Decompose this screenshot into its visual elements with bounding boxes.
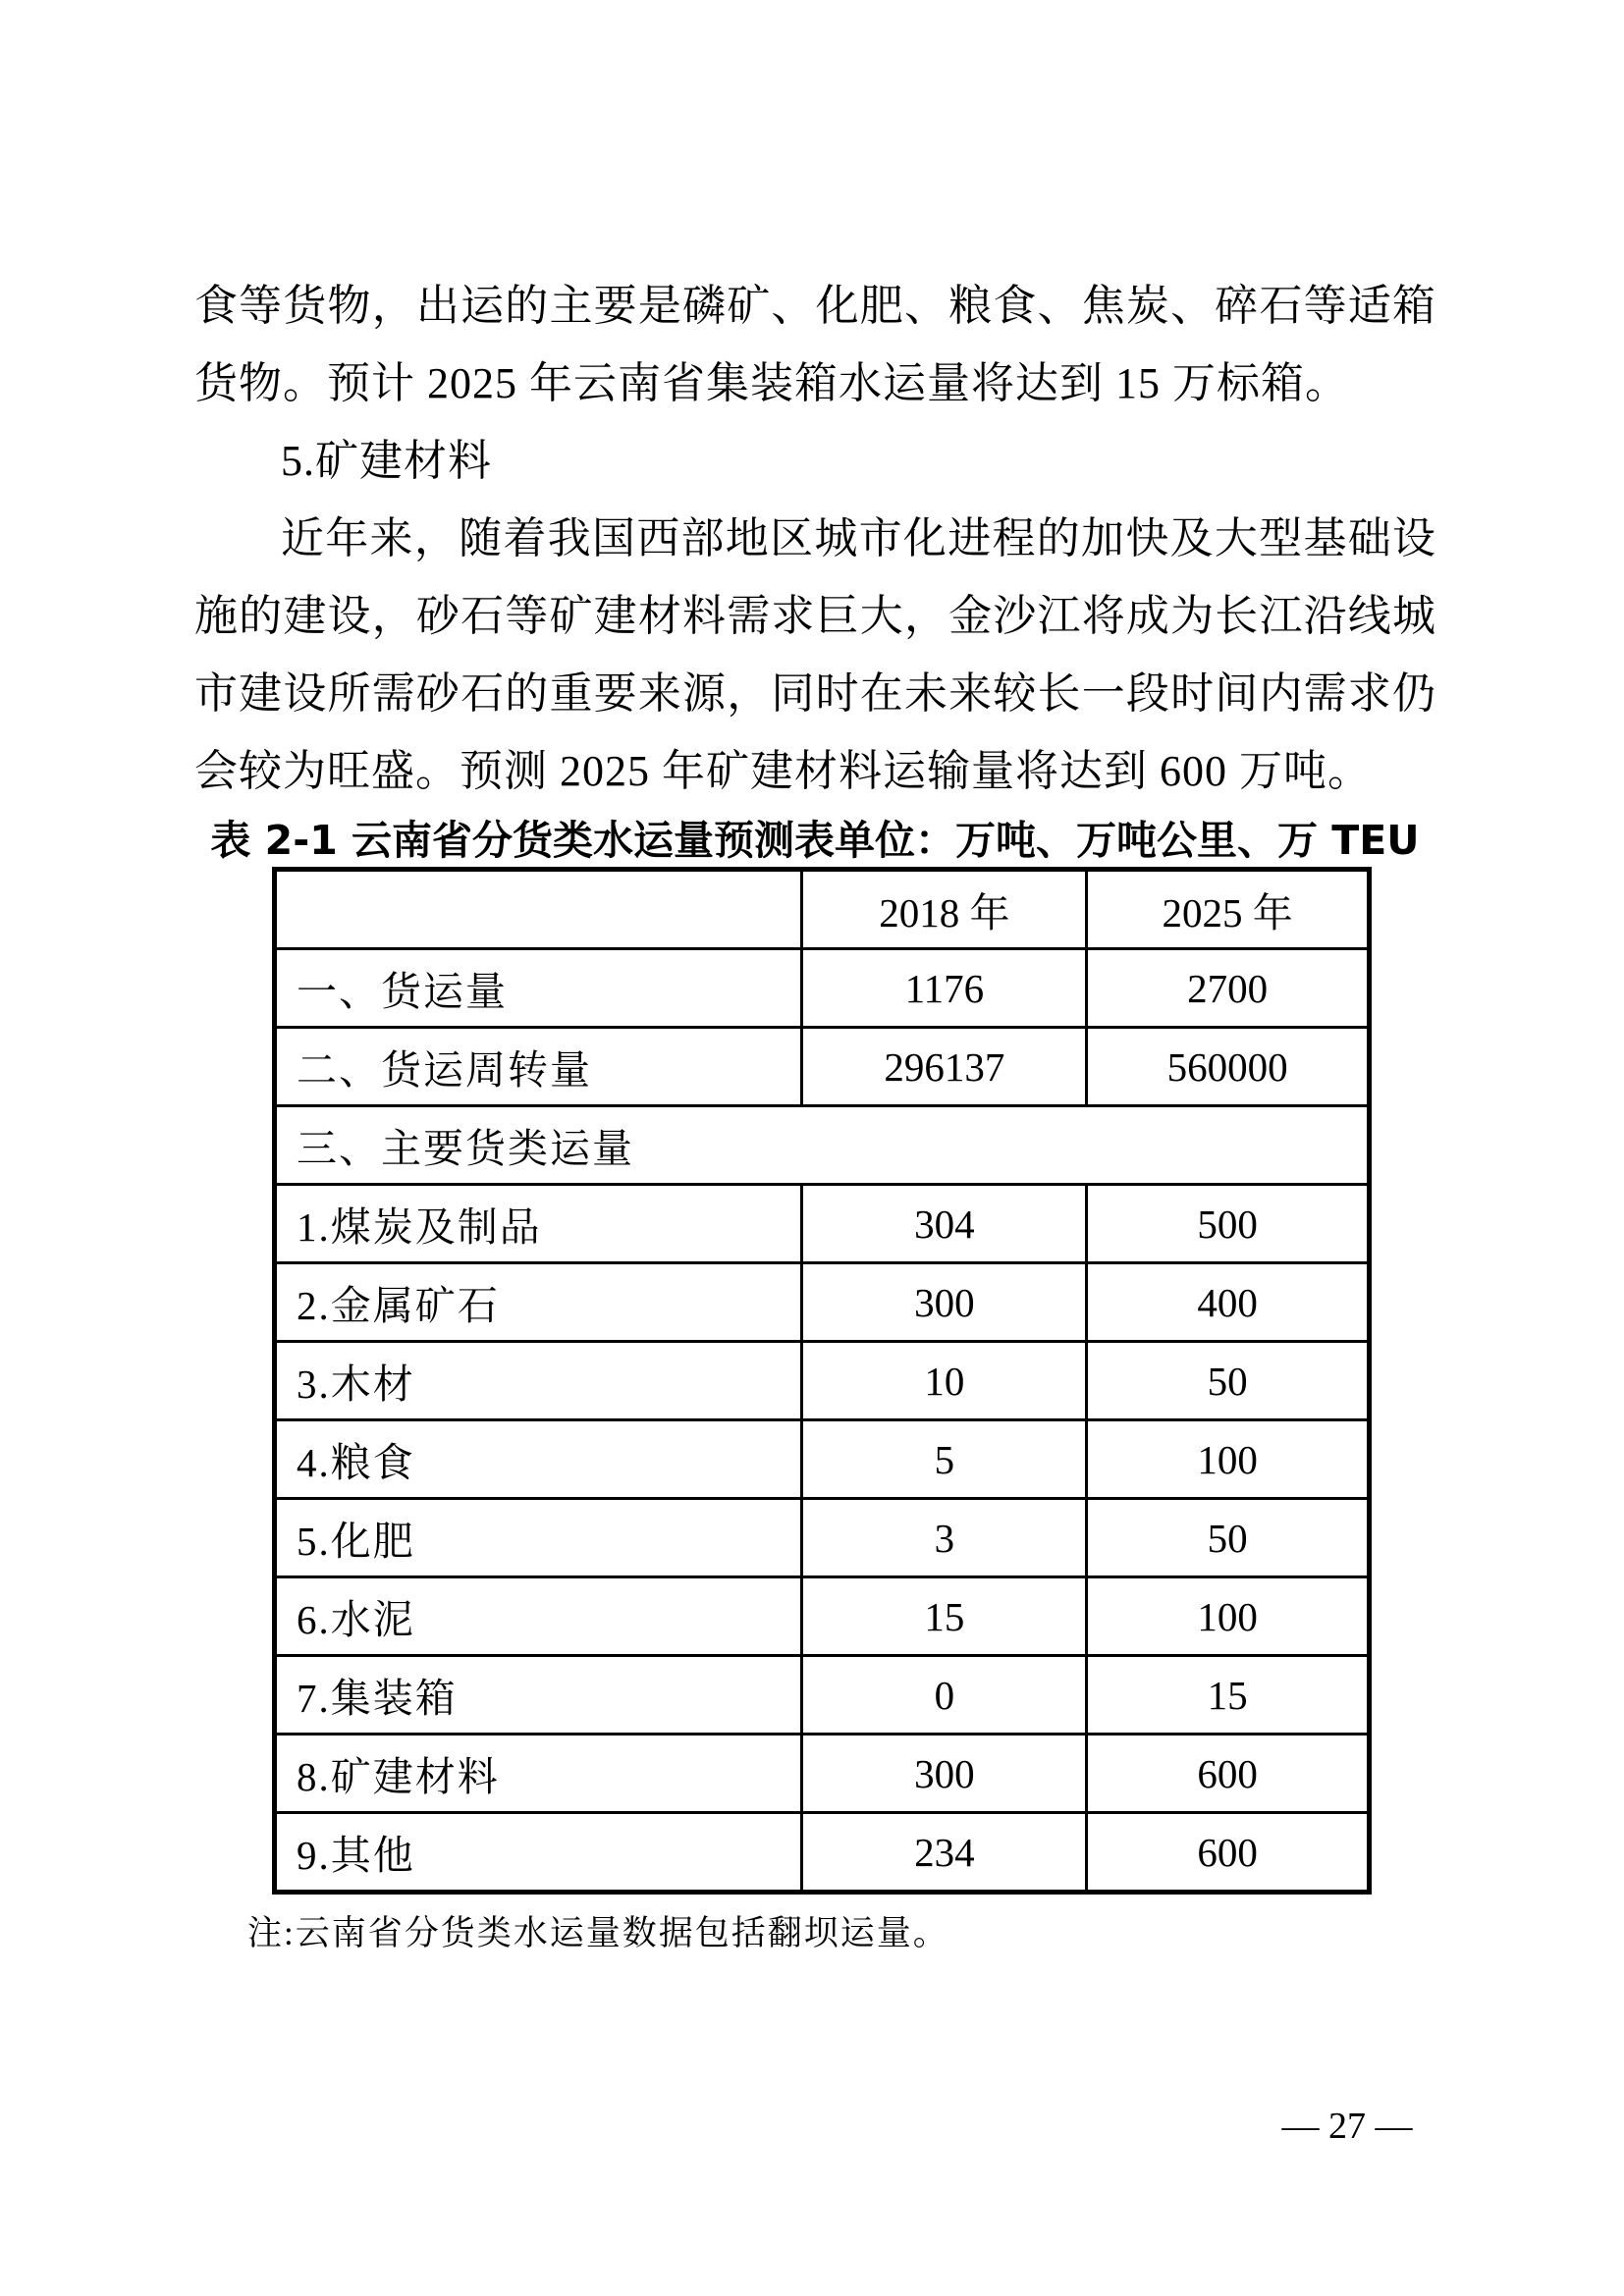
value-2025-cell: 50	[1087, 1342, 1370, 1420]
paragraph-line: 会较为旺盛。预测 2025 年矿建材料运输量将达到 600 万吨。	[194, 747, 1372, 795]
paragraph-line: 5.矿建材料	[281, 437, 492, 485]
row-label-cell: 1.煤炭及制品	[275, 1185, 802, 1263]
value-2018-cell: 15	[802, 1577, 1087, 1656]
page-number: — 27 —	[1281, 2106, 1413, 2147]
value-2018-cell: 300	[802, 1263, 1087, 1342]
value-2025-cell: 400	[1087, 1263, 1370, 1342]
row-label-cell: 三、主要货类运量	[275, 1106, 1370, 1185]
paragraph-line: 市建设所需砂石的重要来源，同时在未来较长一段时间内需求仍	[194, 669, 1435, 718]
table-row	[275, 1420, 1370, 1499]
row-label-cell: 5.化肥	[275, 1499, 802, 1577]
header-cell-year: 2025 年	[1087, 870, 1370, 949]
row-label-cell: 2.金属矿石	[275, 1263, 802, 1342]
value-2018-cell: 300	[802, 1735, 1087, 1813]
table-row	[275, 1813, 1370, 1893]
value-2025-cell: 100	[1087, 1420, 1370, 1499]
table-row	[275, 1577, 1370, 1656]
value-2018-cell: 5	[802, 1420, 1087, 1499]
row-label-cell: 4.粮食	[275, 1420, 802, 1499]
table-row	[275, 1028, 1370, 1106]
value-2025-cell: 2700	[1087, 949, 1370, 1028]
header-cell-empty	[275, 870, 802, 949]
row-label-cell: 8.矿建材料	[275, 1735, 802, 1813]
table-row	[275, 1342, 1370, 1420]
row-label-cell: 7.集装箱	[275, 1656, 802, 1735]
value-2025-cell: 600	[1087, 1735, 1370, 1813]
paragraph-line: 货物。预计 2025 年云南省集装箱水运量将达到 15 万标箱。	[194, 359, 1349, 407]
table-row	[275, 1263, 1370, 1342]
value-2025-cell: 600	[1087, 1813, 1370, 1893]
value-2018-cell: 10	[802, 1342, 1087, 1420]
row-label-cell: 3.木材	[275, 1342, 802, 1420]
body-text	[194, 267, 1435, 810]
row-label-cell: 一、货运量	[275, 949, 802, 1028]
table-row	[275, 1735, 1370, 1813]
row-label-cell: 6.水泥	[275, 1577, 802, 1656]
value-2025-cell: 500	[1087, 1185, 1370, 1263]
paragraph-line: 食等货物，出运的主要是磷矿、化肥、粮食、焦炭、碎石等适箱	[194, 282, 1435, 330]
table-row	[275, 1185, 1370, 1263]
row-label-cell: 9.其他	[275, 1813, 802, 1893]
paragraph-line: 施的建设，砂石等矿建材料需求巨大，金沙江将成为长江沿线城	[194, 592, 1435, 640]
value-2018-cell: 0	[802, 1656, 1087, 1735]
value-2018-cell: 304	[802, 1185, 1087, 1263]
value-2018-cell: 3	[802, 1499, 1087, 1577]
table-header-row	[275, 870, 1370, 949]
table-row	[275, 949, 1370, 1028]
value-2018-cell: 296137	[802, 1028, 1087, 1106]
table-row	[275, 1499, 1370, 1577]
freight-forecast-table	[272, 867, 1372, 1895]
row-label-cell: 二、货运周转量	[275, 1028, 802, 1106]
paragraph-line: 近年来，随着我国西部地区城市化进程的加快及大型基础设	[281, 514, 1435, 562]
value-2025-cell: 15	[1087, 1656, 1370, 1735]
value-2018-cell: 1176	[802, 949, 1087, 1028]
table-row	[275, 1106, 1370, 1185]
value-2025-cell: 100	[1087, 1577, 1370, 1656]
table-row	[275, 1656, 1370, 1735]
value-2018-cell: 234	[802, 1813, 1087, 1893]
value-2025-cell: 560000	[1087, 1028, 1370, 1106]
value-2025-cell: 50	[1087, 1499, 1370, 1577]
header-cell-year: 2018 年	[802, 870, 1087, 949]
table-title: 表 2-1 云南省分货类水运量预测表单位：万吨、万吨公里、万 TEU	[210, 817, 1420, 864]
table-note: 注:云南省分货类水运量数据包括翻坝运量。	[247, 1914, 949, 1952]
